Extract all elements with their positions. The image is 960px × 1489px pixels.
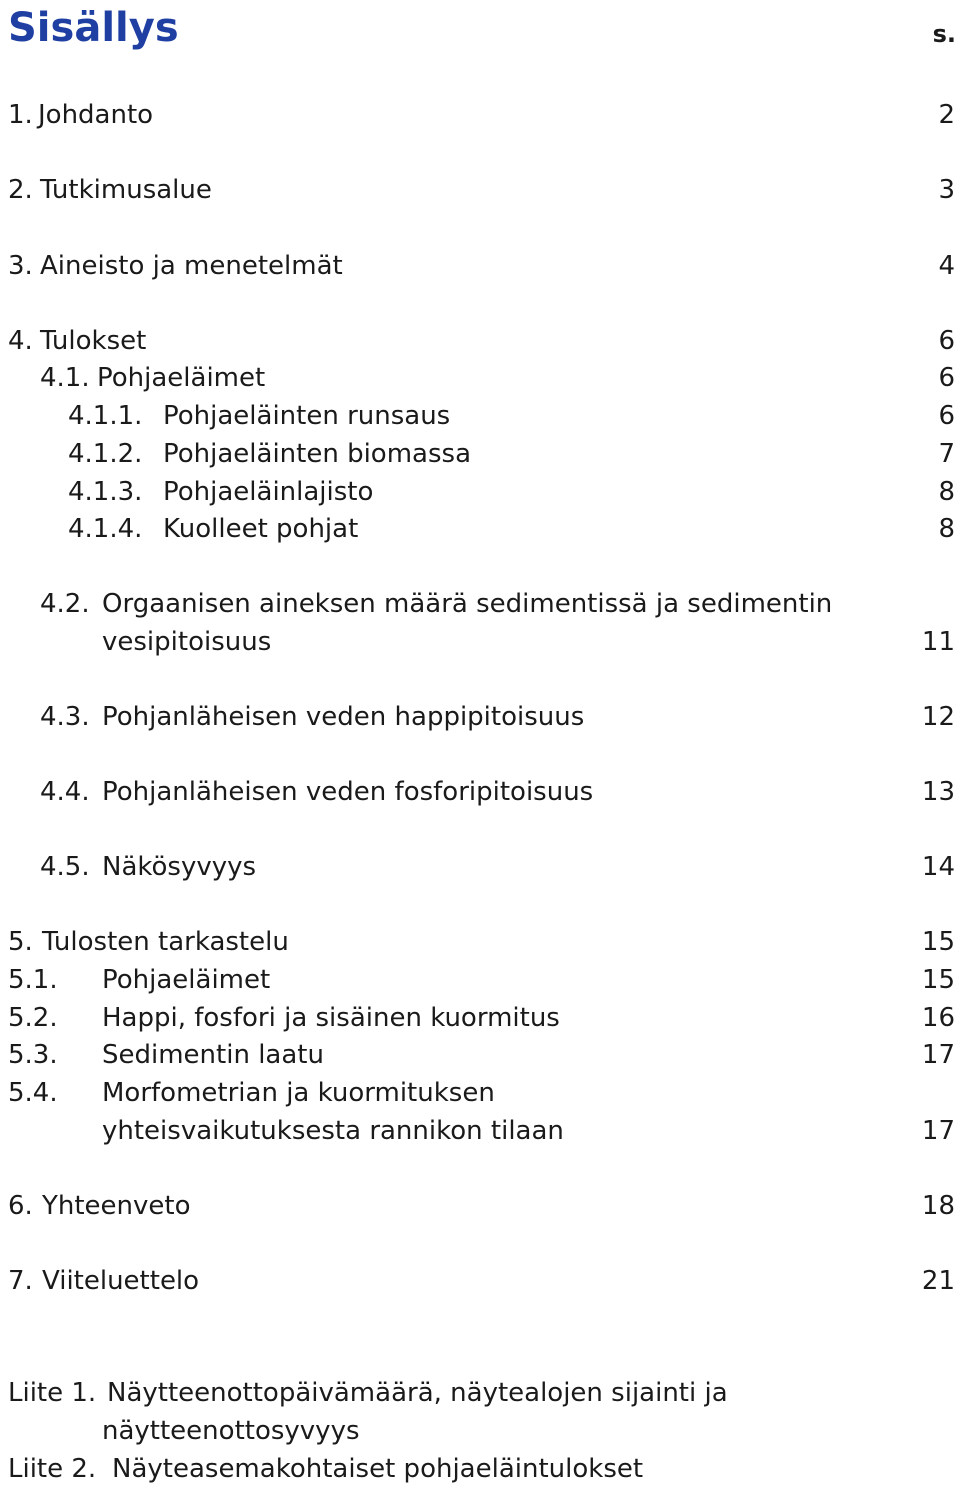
toc-page: 6 xyxy=(938,326,955,356)
toc-number: 3. xyxy=(8,251,33,281)
toc-text: Happi, fosfori ja sisäinen kuormitus xyxy=(102,1003,560,1033)
toc-text: Johdanto xyxy=(38,100,154,130)
toc-page: 4 xyxy=(938,251,955,281)
toc-page: 16 xyxy=(921,1003,955,1033)
toc-page: 18 xyxy=(921,1191,955,1221)
appendix-text: Näytteenottopäivämäärä, näytealojen sijainti ja xyxy=(107,1378,728,1408)
toc-text-continued: vesipitoisuus xyxy=(102,627,272,657)
toc-number: 5.4. xyxy=(8,1078,58,1108)
toc-number: 5. xyxy=(8,927,33,957)
toc-page: 3 xyxy=(938,175,955,205)
toc-page: 15 xyxy=(921,965,955,995)
toc-text: Sedimentin laatu xyxy=(102,1040,324,1070)
toc-page: 2 xyxy=(938,100,955,130)
toc-page: 11 xyxy=(921,627,955,657)
toc-text: Pohjanläheisen veden happipitoisuus xyxy=(102,702,585,732)
toc-text: Pohjaeläimet xyxy=(102,965,271,995)
appendix-label: Liite 2. xyxy=(8,1454,97,1484)
toc-page: 14 xyxy=(921,852,955,882)
toc-text: Pohjanläheisen veden fosforipitoisuus xyxy=(102,777,594,807)
heading-title: Sisällys xyxy=(8,5,179,51)
toc-number: 4.1.2. xyxy=(68,439,143,469)
toc-number: 4.1. xyxy=(40,363,90,393)
page-column-label: s. xyxy=(932,20,956,48)
toc-number: 4.2. xyxy=(40,589,90,619)
toc-text: Pohjaeläinten runsaus xyxy=(163,401,451,431)
toc-number: 4.1.4. xyxy=(68,514,143,544)
appendix-text-continued: näytteenottosyvyys xyxy=(102,1416,360,1446)
toc-page: 17 xyxy=(921,1040,955,1070)
toc-number: 1. xyxy=(8,100,33,130)
toc-text: Tulosten tarkastelu xyxy=(42,927,289,957)
toc-text: Morfometrian ja kuormituksen xyxy=(102,1078,495,1108)
toc-page: 12 xyxy=(921,702,955,732)
toc-page: 6 xyxy=(938,401,955,431)
toc-text: Pohjaeläimet xyxy=(97,363,266,393)
toc-number: 7. xyxy=(8,1266,33,1296)
toc-number: 2. xyxy=(8,175,33,205)
toc-number: 4.5. xyxy=(40,852,90,882)
toc-number: 5.3. xyxy=(8,1040,58,1070)
toc-page: 13 xyxy=(921,777,955,807)
toc-number: 5.2. xyxy=(8,1003,58,1033)
toc-text: Yhteenveto xyxy=(42,1191,191,1221)
toc-text: Tulokset xyxy=(40,326,147,356)
toc-page: 8 xyxy=(938,477,955,507)
toc-text: Tutkimusalue xyxy=(40,175,212,205)
toc-number: 4.1.3. xyxy=(68,477,143,507)
toc-number: 4. xyxy=(8,326,33,356)
toc-text: Pohjaeläinlajisto xyxy=(163,477,374,507)
toc-text-continued: yhteisvaikutuksesta rannikon tilaan xyxy=(102,1116,564,1146)
toc-page: 6 xyxy=(938,363,955,393)
toc-page: 7 xyxy=(938,439,955,469)
toc-page: 17 xyxy=(921,1116,955,1146)
toc-text: Orgaanisen aineksen määrä sedimentissä ja sedimentin xyxy=(102,589,833,619)
toc-text: Viiteluettelo xyxy=(42,1266,200,1296)
toc-text: Aineisto ja menetelmät xyxy=(40,251,343,281)
toc-number: 4.1.1. xyxy=(68,401,143,431)
toc-page: 21 xyxy=(921,1266,955,1296)
toc-number: 5.1. xyxy=(8,965,58,995)
toc-text: Pohjaeläinten biomassa xyxy=(163,439,472,469)
appendix-text: Näyteasemakohtaiset pohjaeläintulokset xyxy=(112,1454,644,1484)
appendix-label: Liite 1. xyxy=(8,1378,97,1408)
toc-text: Näkösyvyys xyxy=(102,852,257,882)
toc-number: 4.3. xyxy=(40,702,90,732)
toc-page: 15 xyxy=(921,927,955,957)
toc-number: 4.4. xyxy=(40,777,90,807)
toc-text: Kuolleet pohjat xyxy=(163,514,359,544)
toc-page: 8 xyxy=(938,514,955,544)
toc-number: 6. xyxy=(8,1191,33,1221)
